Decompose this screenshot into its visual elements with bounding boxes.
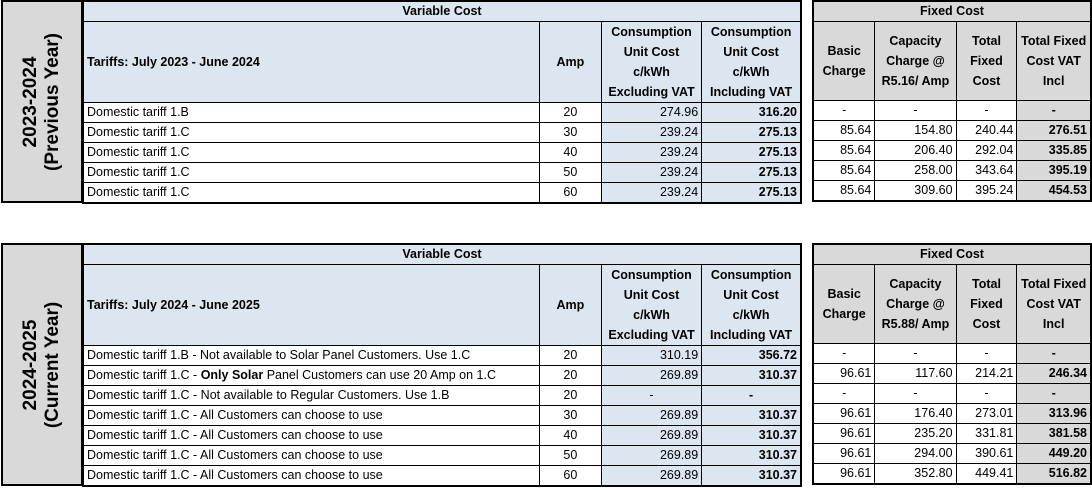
total-fixed-vat-cell: 313.96 (1017, 404, 1091, 424)
excl-vat-cell: 239.24 (601, 123, 701, 143)
fixed-cost-title: Fixed Cost (813, 1, 1091, 22)
excl-vat-cell: 269.89 (601, 446, 701, 466)
year-label: 2023-2024 (20, 56, 41, 147)
excl-vat-cell: 239.24 (601, 143, 701, 163)
total-fixed-vat-cell: 381.58 (1017, 424, 1091, 444)
tariff-cell (83, 406, 539, 426)
tariff-cell (83, 366, 539, 386)
table-row (813, 121, 1091, 141)
tariff-text: Domestic tariff 1.C - All Customers can choose to use (87, 468, 383, 482)
table-row (813, 344, 1091, 364)
basic-charge-header: Basic Charge (813, 22, 875, 101)
tariff-text-rest: Panel Customers can use 20 Amp on 1.C (263, 368, 496, 382)
total-fixed-vat-cell: 335.85 (1017, 141, 1091, 161)
basic-charge-cell: - (813, 344, 875, 364)
amp-header: Amp (539, 22, 601, 103)
incl-vat-cell: 310.37 (702, 426, 801, 446)
total-fixed-cell: 214.21 (956, 364, 1017, 384)
tariff-text: Domestic tariff 1.C - All Customers can choose to use (87, 408, 383, 422)
tariff-cell (83, 446, 539, 466)
capacity-charge-cell: - (875, 384, 956, 404)
basic-charge-cell: 96.61 (813, 444, 875, 464)
total-fixed-cell: 331.81 (956, 424, 1017, 444)
amp-cell: 40 (539, 426, 601, 446)
total-fixed-vat-cell: 276.51 (1017, 121, 1091, 141)
amp-cell: 20 (539, 103, 601, 123)
table-row (813, 364, 1091, 384)
table-row (83, 163, 801, 183)
capacity-charge-cell: 117.60 (875, 364, 956, 384)
excl-vat-cell: 269.89 (601, 426, 701, 446)
incl-vat-cell: 275.13 (702, 163, 801, 183)
incl-vat-cell: 275.13 (702, 183, 801, 204)
incl-vat-cell: 316.20 (702, 103, 801, 123)
tariff-cell: Domestic tariff 1.B (83, 103, 539, 123)
table-row (83, 406, 801, 426)
amp-cell: 20 (539, 346, 601, 366)
tariff-header: Tariffs: July 2024 - June 2025 (83, 265, 539, 346)
fixed-cost-title: Fixed Cost (813, 244, 1091, 265)
excl-vat-cell: 274.96 (601, 103, 701, 123)
table-row (83, 366, 801, 386)
total-fixed-vat-cell: 449.20 (1017, 444, 1091, 464)
table-row (813, 404, 1091, 424)
total-fixed-cell: 240.44 (956, 121, 1017, 141)
year-label: 2024-2025 (20, 319, 41, 410)
total-fixed-vat-cell: 454.53 (1017, 181, 1091, 202)
tariff-text: Domestic tariff 1.C - Not available to Regular Customers. Use 1.B (87, 388, 450, 402)
total-fixed-cell: 273.01 (956, 404, 1017, 424)
amp-cell: 30 (539, 406, 601, 426)
excl-vat-cell: - (601, 386, 701, 406)
tariff-text: Domestic tariff 1.C - All Customers can choose to use (87, 448, 383, 462)
incl-vat-cell: 356.72 (702, 346, 801, 366)
capacity-charge-cell: - (875, 101, 956, 121)
excl-vat-header: Consumption Unit Cost c/kWh Excluding VAT (601, 22, 701, 103)
amp-cell: 20 (539, 366, 601, 386)
capacity-charge-cell: 352.80 (875, 464, 956, 485)
table-row (813, 384, 1091, 404)
tariff-emphasis: Only Solar (200, 368, 264, 382)
total-fixed-vat-cell: - (1017, 384, 1091, 404)
amp-cell: 20 (539, 386, 601, 406)
total-fixed-cell: - (956, 344, 1017, 364)
table-row (813, 141, 1091, 161)
basic-charge-cell: 85.64 (813, 141, 875, 161)
incl-vat-cell: 310.37 (702, 366, 801, 386)
total-fixed-vat-cell: - (1017, 101, 1091, 121)
total-fixed-header: Total Fixed Cost (956, 22, 1017, 101)
excl-vat-cell: 239.24 (601, 163, 701, 183)
incl-vat-header: Consumption Unit Cost c/kWh Including VAT (702, 22, 801, 103)
tariff-cell (83, 466, 539, 487)
amp-cell: 30 (539, 123, 601, 143)
amp-header: Amp (539, 265, 601, 346)
variable-cost-title: Variable Cost (83, 1, 801, 22)
table-row (83, 103, 801, 123)
incl-vat-cell: 275.13 (702, 123, 801, 143)
incl-vat-cell: 310.37 (702, 466, 801, 487)
capacity-charge-cell: 258.00 (875, 161, 956, 181)
basic-charge-cell: 85.64 (813, 181, 875, 202)
tariff-text: Domestic tariff 1.C - All Customers can choose to use (87, 428, 383, 442)
total-fixed-cell: 343.64 (956, 161, 1017, 181)
total-fixed-cell: 390.61 (956, 444, 1017, 464)
basic-charge-cell: 96.61 (813, 404, 875, 424)
incl-vat-cell: 310.37 (702, 406, 801, 426)
table-row (83, 446, 801, 466)
table-row (83, 426, 801, 446)
incl-vat-header: Consumption Unit Cost c/kWh Including VAT (702, 265, 801, 346)
table-row (83, 183, 801, 204)
tariff-block-2023-2024 (1, 0, 1092, 203)
table-row (83, 346, 801, 366)
excl-vat-cell: 310.19 (601, 346, 701, 366)
basic-charge-header: Basic Charge (813, 265, 875, 344)
amp-cell: 60 (539, 466, 601, 487)
basic-charge-cell: 96.61 (813, 464, 875, 485)
basic-charge-cell: 96.61 (813, 364, 875, 384)
table-row (83, 143, 801, 163)
basic-charge-cell: 85.64 (813, 121, 875, 141)
incl-vat-cell: 275.13 (702, 143, 801, 163)
total-fixed-vat-cell: 395.19 (1017, 161, 1091, 181)
tariff-cell: Domestic tariff 1.C (83, 183, 539, 204)
basic-charge-cell: - (813, 101, 875, 121)
excl-vat-cell: 269.89 (601, 366, 701, 386)
tariff-text: Domestic tariff 1.C - (87, 368, 201, 382)
table-row (813, 464, 1091, 485)
total-fixed-vat-header: Total Fixed Cost VAT Incl (1017, 265, 1091, 344)
capacity-charge-header: Capacity Charge @ R5.88/ Amp (875, 265, 956, 344)
excl-vat-cell: 239.24 (601, 183, 701, 204)
capacity-charge-cell: - (875, 344, 956, 364)
total-fixed-cell: 395.24 (956, 181, 1017, 202)
table-row (813, 424, 1091, 444)
capacity-charge-cell: 309.60 (875, 181, 956, 202)
variable-cost-table (82, 0, 802, 204)
variable-cost-title: Variable Cost (83, 244, 801, 265)
tariff-cell: Domestic tariff 1.C (83, 163, 539, 183)
total-fixed-vat-cell: - (1017, 344, 1091, 364)
amp-cell: 40 (539, 143, 601, 163)
tariff-header: Tariffs: July 2023 - June 2024 (83, 22, 539, 103)
capacity-charge-header: Capacity Charge @ R5.16/ Amp (875, 22, 956, 101)
capacity-charge-cell: 176.40 (875, 404, 956, 424)
table-row (83, 386, 801, 406)
excl-vat-cell: 269.89 (601, 466, 701, 487)
total-fixed-vat-cell: 246.34 (1017, 364, 1091, 384)
total-fixed-vat-cell: 516.82 (1017, 464, 1091, 485)
year-sublabel: (Current Year) (42, 301, 63, 428)
table-row (83, 123, 801, 143)
amp-cell: 50 (539, 446, 601, 466)
excl-vat-header: Consumption Unit Cost c/kWh Excluding VAT (601, 265, 701, 346)
table-row (83, 466, 801, 487)
basic-charge-cell: 85.64 (813, 161, 875, 181)
fixed-cost-table (812, 0, 1092, 202)
total-fixed-cell: - (956, 384, 1017, 404)
incl-vat-cell: 310.37 (702, 446, 801, 466)
table-row (813, 181, 1091, 202)
capacity-charge-cell: 154.80 (875, 121, 956, 141)
amp-cell: 50 (539, 163, 601, 183)
total-fixed-header: Total Fixed Cost (956, 265, 1017, 344)
basic-charge-cell: 96.61 (813, 424, 875, 444)
tariff-cell: Domestic tariff 1.C (83, 143, 539, 163)
tariff-cell (83, 426, 539, 446)
tariff-block-2024-2025 (1, 243, 1092, 486)
fixed-cost-table (812, 243, 1092, 485)
incl-vat-cell: - (702, 386, 801, 406)
total-fixed-cell: 292.04 (956, 141, 1017, 161)
capacity-charge-cell: 294.00 (875, 444, 956, 464)
table-row (813, 101, 1091, 121)
amp-cell: 60 (539, 183, 601, 204)
tariff-cell (83, 346, 539, 366)
year-label-cell (1, 243, 83, 486)
table-row (813, 444, 1091, 464)
tariff-cell: Domestic tariff 1.C (83, 123, 539, 143)
variable-cost-table (82, 243, 802, 487)
total-fixed-cell: 449.41 (956, 464, 1017, 485)
total-fixed-vat-header: Total Fixed Cost VAT Incl (1017, 22, 1091, 101)
basic-charge-cell: - (813, 384, 875, 404)
table-row (813, 161, 1091, 181)
tariff-text: Domestic tariff 1.B - Not available to Solar Panel Customers. Use 1.C (87, 348, 471, 362)
excl-vat-cell: 269.89 (601, 406, 701, 426)
year-sublabel: (Previous Year) (42, 32, 63, 171)
tariff-cell (83, 386, 539, 406)
total-fixed-cell: - (956, 101, 1017, 121)
capacity-charge-cell: 206.40 (875, 141, 956, 161)
capacity-charge-cell: 235.20 (875, 424, 956, 444)
year-label-cell (1, 0, 83, 203)
